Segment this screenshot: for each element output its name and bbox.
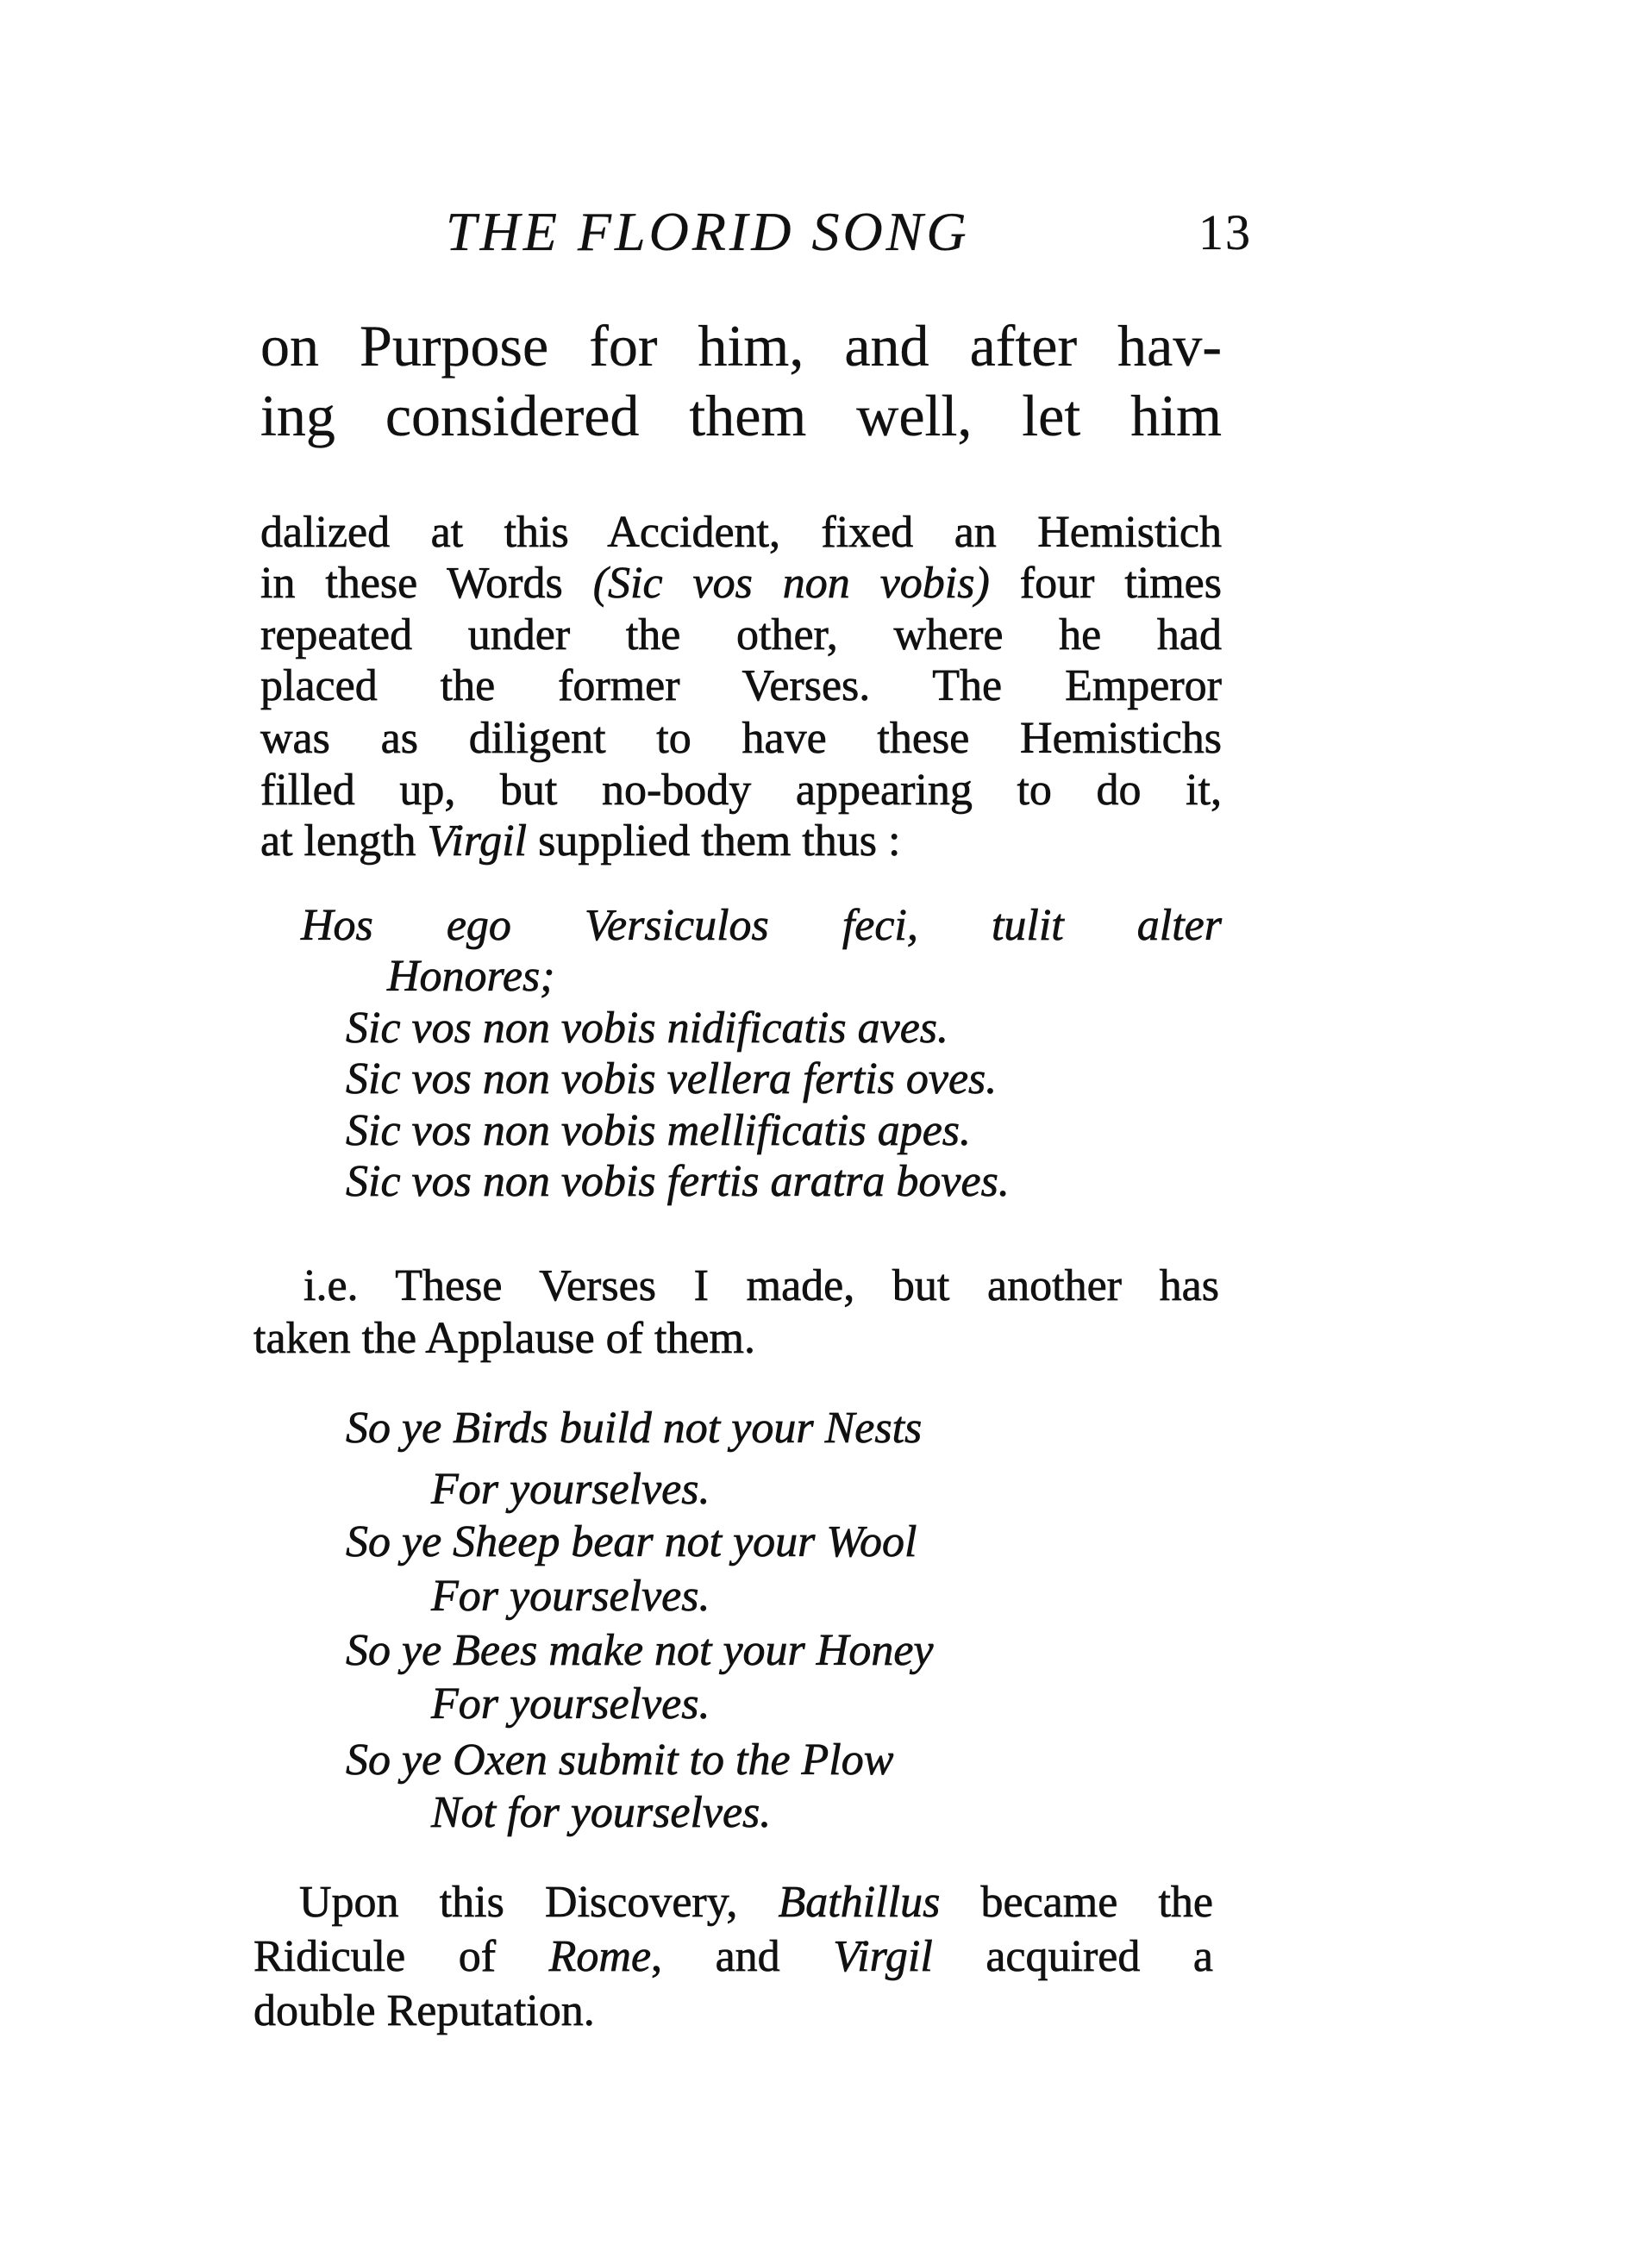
italic-span: Rome <box>548 1932 652 1981</box>
text-line: placed the former Verses. The Emperor <box>260 661 1222 710</box>
page-number: 13 <box>1198 204 1252 260</box>
verse-line: So ye Birds build not your Nests <box>346 1404 923 1453</box>
verse-line: Sic vos non vobis vellera fertis oves. <box>346 1054 998 1104</box>
text-span: at length <box>260 816 428 866</box>
verse-line: Sic vos non vobis nidificatis aves. <box>346 1004 949 1053</box>
text-line: dalized at this Accident, fixed an Hemistich <box>260 508 1222 557</box>
text-span: four times <box>989 559 1222 608</box>
text-line: repeated under the other, where he had <box>260 610 1222 660</box>
text-span: supplied them thus : <box>527 816 901 866</box>
italic-span: (Sic vos non vobis) <box>592 559 990 608</box>
text-line: ing considered them well, let him <box>260 383 1222 448</box>
verse-line: Hos ego Versiculos feci, tulit alter <box>301 901 1222 950</box>
italic-span: Bathillus <box>778 1878 941 1927</box>
running-title: THE FLORID SONG <box>446 201 970 262</box>
text-span: in these Words <box>260 559 593 608</box>
text-line <box>253 1931 1213 1983</box>
italic-span: Virgil <box>833 1932 933 1981</box>
verse-line: Sic vos non vobis fertis aratra boves. <box>346 1157 1010 1206</box>
verse-line: Honores; <box>387 952 555 1001</box>
verse-line: So ye Sheep bear not your Wool <box>346 1517 917 1566</box>
italic-span: Virgil <box>427 816 528 866</box>
text-span: Ridicule of <box>253 1932 549 1981</box>
verse-line: For yourselves. <box>431 1679 710 1729</box>
text-line <box>299 1877 1213 1929</box>
text-line <box>260 816 900 867</box>
text-line: taken the Applause of them. <box>253 1314 755 1363</box>
verse-line: So ye Oxen submit to the Plow <box>346 1735 894 1785</box>
text-span: , and <box>651 1932 834 1981</box>
verse-line: Sic vos non vobis mellificatis apes. <box>346 1106 972 1155</box>
text-line: double Reputation. <box>253 1986 595 2035</box>
text-span: Upon this Discovery, <box>299 1878 779 1927</box>
verse-line: For yourselves. <box>431 1465 710 1514</box>
text-line <box>260 558 1222 610</box>
text-line: i.e. These Verses I made, but another has <box>303 1261 1219 1310</box>
text-span: became the <box>940 1878 1213 1927</box>
verse-line: Not for yourselves. <box>431 1788 772 1837</box>
text-span: acquired a <box>932 1932 1213 1981</box>
text-line: was as diligent to have these Hemistichs <box>260 714 1222 763</box>
verse-line: So ye Bees make not your Honey <box>346 1626 934 1675</box>
text-line: filled up, but no-body appearing to do it, <box>260 766 1222 815</box>
verse-line: For yourselves. <box>431 1572 710 1621</box>
text-line: on Purpose for him, and after hav- <box>260 313 1222 378</box>
